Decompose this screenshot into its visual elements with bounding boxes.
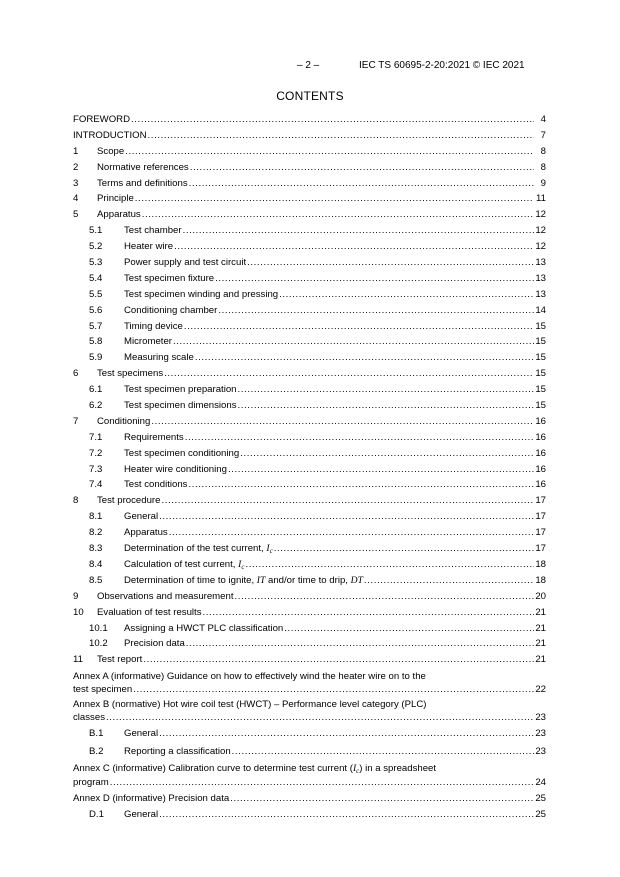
toc-entry-page: 22 <box>535 683 546 695</box>
subscript: c <box>269 547 273 556</box>
toc-entry-title: Timing device <box>124 320 183 332</box>
toc-entry-number: 9 <box>73 590 79 602</box>
toc-entry[interactable] <box>73 726 546 742</box>
toc-entry-page: 18 <box>535 558 546 570</box>
toc-entry-title: Test conditions <box>124 479 188 491</box>
annex-title-end: classes <box>73 711 105 723</box>
toc-entry-title: FOREWORD <box>73 114 131 125</box>
toc-entry[interactable] <box>73 160 546 176</box>
toc-entry-number: 4 <box>73 193 79 205</box>
toc-entry-title: Test specimen preparation <box>124 384 237 396</box>
toc-entry[interactable] <box>73 303 546 319</box>
toc-entry-number: 10.1 <box>89 622 108 634</box>
annex-title-line: Annex A (informative) Guidance on how to effectively wind the heater wire on to the <box>73 671 426 683</box>
math-symbol: $I_c$ <box>266 543 273 556</box>
toc-entry-title: Scope <box>97 145 125 157</box>
toc-entry-number: 6 <box>73 368 79 380</box>
toc-entry-page: 15 <box>535 336 546 348</box>
toc-entry-number: 8.5 <box>89 574 103 586</box>
toc-entry-page: 12 <box>535 209 546 221</box>
toc-entry-title: Normative references <box>97 161 189 173</box>
toc-entry[interactable] <box>73 414 546 430</box>
toc-entry-page: 20 <box>535 590 546 602</box>
toc-entry[interactable] <box>73 287 546 303</box>
toc-entry[interactable] <box>73 557 546 573</box>
toc-entry-number: 6.1 <box>89 384 103 396</box>
toc-entry-page: 15 <box>535 400 546 412</box>
toc-entry-title: Test report <box>97 654 143 666</box>
toc-entry-number: 6.2 <box>89 400 103 412</box>
toc-entry[interactable] <box>73 366 546 382</box>
annex-entry[interactable] <box>73 699 546 724</box>
leader-dots <box>110 777 534 790</box>
annex-title-end: test specimen <box>73 683 133 695</box>
table-of-contents <box>73 112 546 823</box>
leader-dots <box>143 652 534 668</box>
leader-dots <box>159 807 534 823</box>
toc-entry[interactable] <box>73 319 546 335</box>
leader-dots <box>173 334 534 350</box>
toc-entry-number: 10.2 <box>89 638 108 650</box>
subscript: c <box>356 766 360 775</box>
toc-entry[interactable] <box>73 807 546 823</box>
leader-dots <box>125 144 534 160</box>
toc-entry-page: 16 <box>535 463 546 475</box>
leader-dots <box>238 398 534 414</box>
leader-dots <box>274 541 534 557</box>
toc-entry-number: 3 <box>73 177 79 189</box>
toc-entry-page: 13 <box>535 288 546 300</box>
toc-entry-number: 5.3 <box>89 257 103 269</box>
leader-dots <box>238 382 534 398</box>
toc-entry-page: 11 <box>536 193 546 205</box>
toc-entry-title: General <box>124 809 159 821</box>
leader-dots <box>284 621 534 637</box>
toc-entry-title: Assigning a HWCT PLC classification <box>124 622 284 634</box>
toc-entry[interactable] <box>73 144 546 160</box>
toc-entry-page: 12 <box>535 225 546 237</box>
page-title: CONTENTS <box>276 89 344 103</box>
toc-entry-title: Determination of the test current, $I_c$ <box>124 543 273 556</box>
leader-dots <box>133 684 534 697</box>
math-symbol: $I_c$ <box>352 762 360 775</box>
leader-dots <box>161 493 534 509</box>
toc-entry-page: 9 <box>540 177 546 189</box>
leader-dots <box>184 319 534 335</box>
toc-entry-number: 5.4 <box>89 272 103 284</box>
toc-entry-page: 16 <box>535 415 546 427</box>
toc-entry-page: 4 <box>540 114 546 125</box>
toc-entry-page: 14 <box>535 304 546 316</box>
toc-entry-number: 5.2 <box>89 241 103 253</box>
toc-entry-page: 25 <box>535 809 546 821</box>
toc-entry-number: 2 <box>73 161 79 173</box>
toc-entry-page: 13 <box>535 257 546 269</box>
standard-reference: IEC TS 60695-2-20:2021 © IEC 2021 <box>359 60 525 71</box>
toc-entry-title: Measuring scale <box>124 352 194 364</box>
leader-dots <box>142 207 534 223</box>
leader-dots <box>245 557 534 573</box>
toc-entry-title: Conditioning <box>97 415 151 427</box>
toc-entry[interactable] <box>73 271 546 287</box>
leader-dots <box>235 589 534 605</box>
toc-entry[interactable] <box>73 621 546 637</box>
toc-entry-title: Test specimen dimensions <box>124 400 237 412</box>
toc-entry-page: 17 <box>535 543 546 555</box>
toc-entry-number: 8.3 <box>89 543 103 555</box>
toc-entry[interactable] <box>73 744 546 760</box>
toc-entry-number: 5 <box>73 209 79 221</box>
toc-entry[interactable] <box>73 176 546 192</box>
leader-dots <box>135 191 534 207</box>
leader-dots <box>232 744 534 760</box>
toc-entry-title: General <box>124 728 159 740</box>
leader-dots <box>228 462 534 478</box>
toc-entry[interactable] <box>73 589 546 605</box>
toc-entry-page: 24 <box>535 777 546 789</box>
toc-entry[interactable] <box>73 255 546 271</box>
toc-entry-page: 21 <box>535 606 546 618</box>
toc-entry[interactable] <box>73 430 546 446</box>
toc-entry-number: 7.4 <box>89 479 103 491</box>
toc-entry[interactable] <box>73 191 546 207</box>
annex-entry[interactable] <box>73 793 546 806</box>
toc-entry-number: 7 <box>73 415 79 427</box>
leader-dots <box>203 605 534 621</box>
leader-dots <box>131 112 534 128</box>
leader-dots <box>279 287 534 303</box>
leader-dots <box>195 350 534 366</box>
toc-entry-number: 10 <box>73 606 84 618</box>
toc-entry[interactable] <box>73 207 546 223</box>
toc-entry-page: 15 <box>535 368 546 380</box>
toc-entry-title: Evaluation of test results <box>97 606 202 618</box>
toc-entry[interactable] <box>73 636 546 652</box>
annex-entry[interactable] <box>73 671 546 696</box>
leader-dots <box>364 573 534 589</box>
toc-entry[interactable] <box>73 382 546 398</box>
annex-title-continuation <box>73 684 546 697</box>
toc-entry-page: 16 <box>535 431 546 443</box>
running-header <box>0 60 620 74</box>
toc-entry[interactable] <box>73 525 546 541</box>
toc-entry-page: 23 <box>535 711 546 723</box>
leader-dots <box>174 239 534 255</box>
toc-entry[interactable] <box>73 112 546 128</box>
toc-entry-title: Principle <box>97 193 134 205</box>
toc-entry-page: 17 <box>535 527 546 539</box>
leader-dots <box>106 712 534 725</box>
page-number: – 2 – <box>297 60 320 71</box>
leader-dots <box>151 414 534 430</box>
toc-entry-page: 18 <box>535 574 546 586</box>
toc-entry-title: General <box>124 511 159 523</box>
toc-entry-page: 21 <box>535 622 546 634</box>
toc-entry-title: Apparatus <box>124 527 168 539</box>
toc-entry-number: 7.2 <box>89 447 103 459</box>
leader-dots <box>159 726 534 742</box>
toc-entry-number: 8.4 <box>89 558 103 570</box>
toc-entry-title: INTRODUCTION <box>73 129 147 141</box>
subscript: c <box>241 562 245 571</box>
toc-entry-page: 8 <box>540 145 546 157</box>
toc-entry[interactable] <box>73 334 546 350</box>
toc-entry[interactable] <box>73 573 546 589</box>
leader-dots <box>215 271 534 287</box>
toc-entry-title: Test specimens <box>97 368 164 380</box>
leader-dots <box>230 793 534 806</box>
toc-entry-page: 17 <box>535 495 546 507</box>
annex-title-line: Annex C (informative) Calibration curve to determine test current $(I_c)$ in a spreadsheet <box>73 762 437 775</box>
toc-entry-title: Test specimen fixture <box>124 272 215 284</box>
toc-entry-page: 15 <box>535 352 546 364</box>
toc-entry[interactable] <box>73 239 546 255</box>
toc-entry-page: 12 <box>535 241 546 253</box>
toc-entry[interactable] <box>73 652 546 668</box>
annex-title-line: Annex B (normative) Hot wire coil test (HWCT) – Performance level category (PLC) <box>73 699 427 711</box>
leader-dots <box>190 160 534 176</box>
toc-entry-number: 1 <box>73 145 79 157</box>
toc-entry-number: B.1 <box>89 728 104 740</box>
toc-entry[interactable] <box>73 541 546 557</box>
leader-dots <box>186 636 534 652</box>
toc-entry[interactable] <box>73 793 546 806</box>
toc-entry-page: 23 <box>535 728 546 740</box>
toc-entry-page: 17 <box>535 511 546 523</box>
toc-entry[interactable] <box>73 446 546 462</box>
toc-entry-title: Conditioning chamber <box>124 304 218 316</box>
toc-entry-number: 7.1 <box>89 431 103 443</box>
toc-entry-page: 25 <box>535 792 546 804</box>
annex-title-continuation <box>73 712 546 725</box>
toc-entry[interactable] <box>73 462 546 478</box>
math-symbol: DT <box>350 574 363 586</box>
toc-entry-page: 13 <box>535 272 546 284</box>
toc-entry-title: Calculation of test current, $I_c$ <box>124 558 245 571</box>
toc-entry-title: Micrometer <box>124 336 172 348</box>
toc-entry-page: 8 <box>540 161 546 173</box>
toc-entry-title: Reporting a classification <box>124 746 231 758</box>
toc-entry-number: 7.3 <box>89 463 103 475</box>
leader-dots <box>164 366 534 382</box>
toc-entry-title: Observations and measurement <box>97 590 234 602</box>
toc-entry-title: Requirements <box>124 431 184 443</box>
toc-entry[interactable] <box>73 350 546 366</box>
toc-entry[interactable] <box>73 605 546 621</box>
toc-entry[interactable] <box>73 128 546 144</box>
leader-dots <box>169 525 534 541</box>
leader-dots <box>189 176 534 192</box>
toc-entry[interactable] <box>73 477 546 493</box>
toc-entry-title: Precision data <box>124 638 185 650</box>
toc-entry-page: 23 <box>535 746 546 758</box>
leader-dots <box>240 446 534 462</box>
toc-entry-number: 5.5 <box>89 288 103 300</box>
toc-entry-page: 21 <box>535 638 546 650</box>
toc-entry-number: 5.1 <box>89 225 103 237</box>
annex-title-continuation <box>73 777 546 790</box>
toc-entry[interactable] <box>73 509 546 525</box>
toc-entry[interactable] <box>73 493 546 509</box>
toc-entry-number: 5.9 <box>89 352 103 364</box>
toc-entry-title: Power supply and test circuit <box>124 257 247 269</box>
leader-dots <box>148 128 534 144</box>
leader-dots <box>159 509 534 525</box>
annex-title-end: program <box>73 777 109 789</box>
toc-entry-page: 16 <box>535 447 546 459</box>
toc-entry-number: 8 <box>73 495 79 507</box>
leader-dots <box>247 255 534 271</box>
toc-entry-title: Terms and definitions <box>97 177 188 189</box>
toc-entry-title: Heater wire conditioning <box>124 463 227 475</box>
toc-entry-title: Apparatus <box>97 209 141 221</box>
leader-dots <box>188 477 534 493</box>
leader-dots <box>218 303 534 319</box>
toc-entry-number: 8.2 <box>89 527 103 539</box>
leader-dots <box>185 430 534 446</box>
toc-entry-number: 8.1 <box>89 511 103 523</box>
toc-entry-number: 5.8 <box>89 336 103 348</box>
toc-entry-title: Test specimen conditioning <box>124 447 240 459</box>
toc-entry-title: Test procedure <box>97 495 161 507</box>
math-symbol: $I_c$ <box>238 558 245 571</box>
toc-entry-number: 5.7 <box>89 320 103 332</box>
toc-entry-title: Heater wire <box>124 241 174 253</box>
toc-entry-title: Determination of time to ignite, IT and/or time to drip, DT <box>124 574 363 586</box>
toc-entry-page: 21 <box>535 654 546 666</box>
toc-entry-page: 16 <box>535 479 546 491</box>
toc-entry-page: 15 <box>535 320 546 332</box>
toc-entry-number: B.2 <box>89 746 104 758</box>
toc-entry[interactable] <box>73 223 546 239</box>
toc-entry[interactable] <box>73 398 546 414</box>
toc-entry-number: D.1 <box>89 809 104 821</box>
toc-entry-page: 7 <box>540 129 546 141</box>
toc-entry-number: 5.6 <box>89 304 103 316</box>
toc-entry-title: Test specimen winding and pressing <box>124 288 279 300</box>
toc-entry-title: Test chamber <box>124 225 182 237</box>
leader-dots <box>183 223 534 239</box>
toc-entry-page: 15 <box>535 384 546 396</box>
toc-entry-number: 11 <box>73 654 83 666</box>
toc-entry-title: Annex D (informative) Precision data <box>73 792 230 804</box>
annex-entry[interactable] <box>73 763 546 790</box>
math-symbol: IT <box>256 574 266 586</box>
